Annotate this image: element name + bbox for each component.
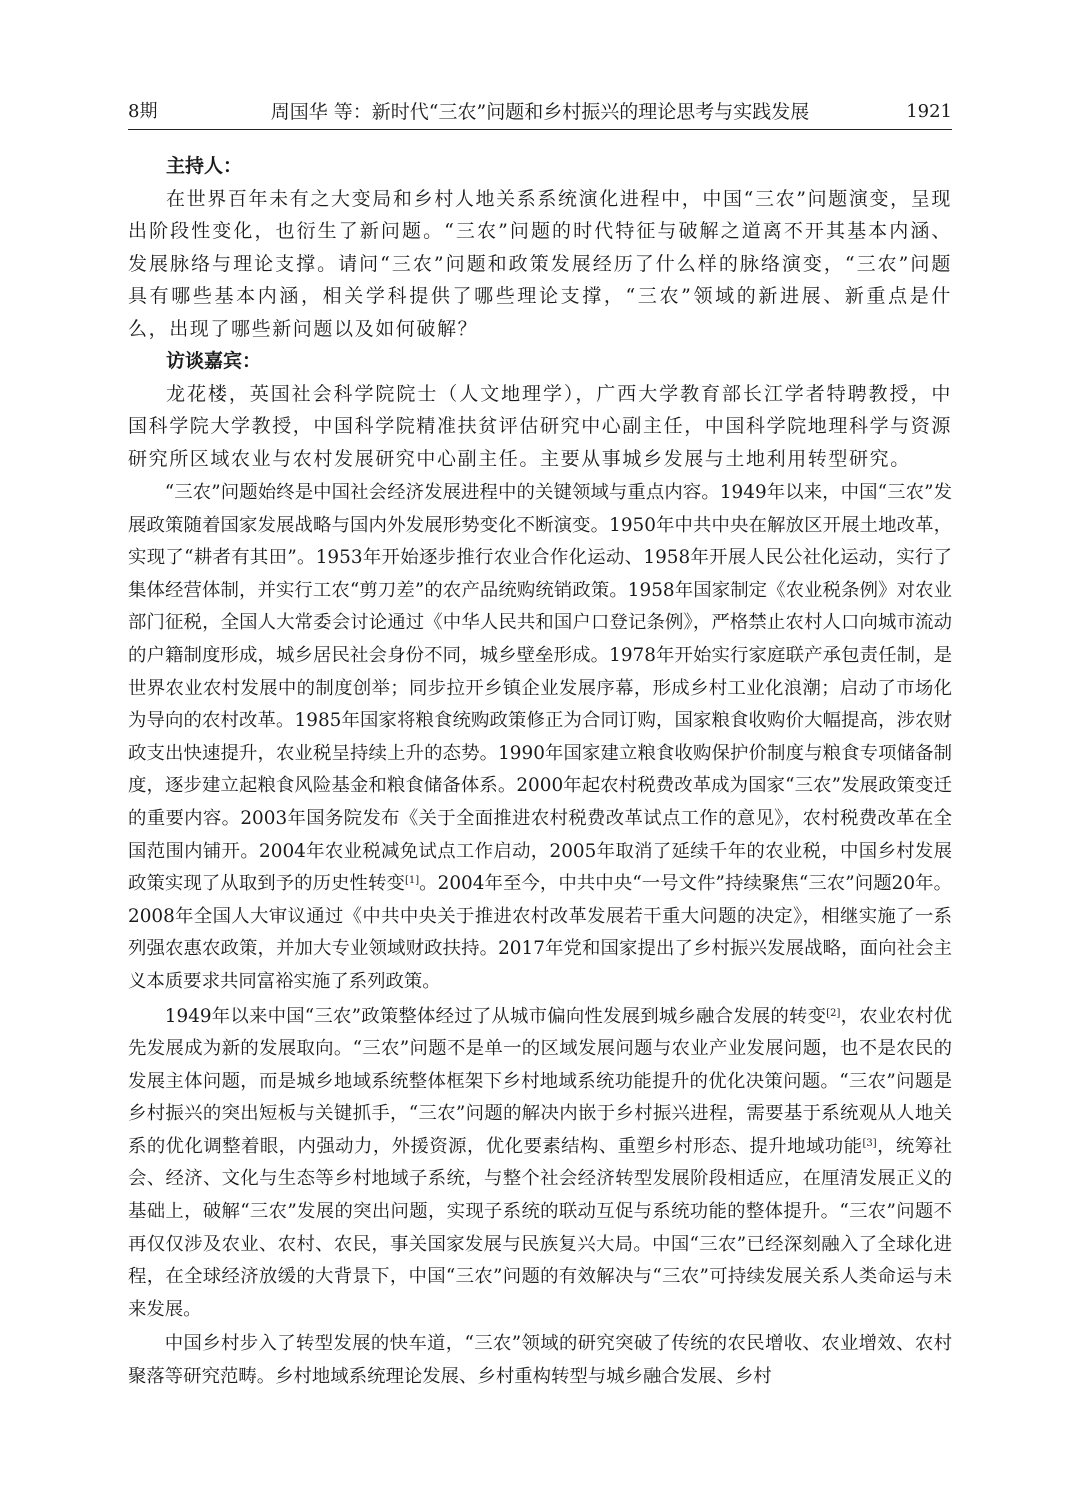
running-header — [128, 96, 952, 130]
host-label: 主持人： — [166, 155, 243, 177]
paragraph-policy-shift — [128, 1001, 952, 1327]
paragraph-text: 1949年以来中国“三农”政策整体经过了从城市偏向性发展到城乡融合发展的转变 — [164, 1005, 827, 1027]
paragraph-policy-history — [128, 477, 952, 999]
citation-1[interactable]: [1] — [404, 875, 420, 887]
paragraph-text: ，农业农村优先发展成为新的发展取向。“三农”问题不是单一的区域发展问题与农业产业发展问题，也不是农民的发展主体问题，而是城乡地域系统整体框架下乡村地域系统功能提升的优化决策问题。“三农”问题是乡村振兴的突出短板与关键抓手，“三农”问题的解决内嵌于乡村振兴进程，需要基于系统观从人地关系的优化调整着眼，内强动力，外援资源，优化要素结构、重塑乡村形态、提升地域功能 — [128, 1005, 952, 1157]
citation-2[interactable]: [2] — [826, 1007, 841, 1019]
issue-number: 8期 — [128, 101, 158, 122]
guest-label: 访谈嘉宾： — [166, 350, 262, 372]
host-question: 在世界百年未有之大变局和乡村人地关系系统演化进程中，中国“三农”问题演变，呈现出阶段性变化，也衍生了新问题。“三农”问题的时代特征与破解之道离不开其基本内涵、发展脉络与理论支撑。请问“三农”问题和政策发展经历了什么样的脉络演变，“三农”问题具有哪些基本内涵，相关学科提供了哪些理论支撑，“三农”领域的新进展、新重点是什么，出现了哪些新问题以及如何破解？ — [128, 187, 952, 340]
citation-3[interactable]: [3] — [862, 1137, 877, 1149]
article-body — [128, 150, 952, 1394]
paragraph-research-progress: 中国乡村步入了转型发展的快车道，“三农”领域的研究突破了传统的农民增收、农业增效、农村聚落等研究范畴。乡村地域系统理论发展、乡村重构转型与城乡融合发展、乡村 — [128, 1333, 952, 1388]
page-number: 1921 — [906, 101, 952, 122]
guest-intro: 龙花楼，英国社会科学院院士（人文地理学），广西大学教育部长江学者特聘教授，中国科学院大学教授，中国科学院精准扶贫评估研究中心副主任，中国科学院地理科学与资源研究所区域农业与农村发展研究中心副主任。主要从事城乡发展与土地利用转型研究。 — [128, 382, 953, 470]
running-title: 周国华 等：新时代“三农”问题和乡村振兴的理论思考与实践发展 — [270, 101, 810, 123]
paragraph-text: “三农”问题始终是中国社会经济发展进程中的关键领域与重点内容。1949年以来，中国“三农”发展政策随着国家发展战略与国内外发展形势变化不断演变。1950年中共中央在解放区开展土地改革，实现了“耕者有其田”。1953年开始逐步推行农业合作化运动、1958年开展人民公社化运动，实行了集体经营体制，并实行工农“剪刀差”的农产品统购统销政策。1958年国家制定《农业税条例》对农业部门征税，全国人大常委会讨论通过《中华人民共和国户口登记条例》，严格禁止农村人口向城市流动的户籍制度形成，城乡居民社会身份不同，城乡壁垒形成。1978年开始实行家庭联产承包责任制，是世界农业农村发展中的制度创举；同步拉开乡镇企业发展序幕，形成乡村工业化浪潮；启动了市场化为导向的农村改革。1985年国家将粮食统购政策修正为合同订购，国家粮食收购价大幅提高，涉农财政支出快速提升，农业税呈持续上升的态势。1990年国家建立粮食收购保护价制度与粮食专项储备制度，逐步建立起粮食风险基金和粮食储备体系。2000年起农村税费改革成为国家“三农”发展政策变迁的重要内容。2003年国务院发布《关于全面推进农村税费改革试点工作的意见》，农村税费改革在全国范围内铺开。2004年农业税减免试点工作启动，2005年取消了延续千年的农业税，中国乡村发展政策实现了从取到予的历史性转变 — [128, 482, 952, 895]
paragraph-text: ，统筹社会、经济、文化与生态等乡村地域子系统，与整个社会经济转型发展阶段相适应，在厘清发展正义的基础上，破解“三农”发展的突出问题，实现子系统的联动互促与系统功能的整体提升。“三农”问题不再仅仅涉及农业、农村、农民，事关国家发展与民族复兴大局。中国“三农”已经深刻融入了全球化进程，在全球经济放缓的大背景下，中国“三农”问题的有效解决与“三农”可持续发展关系人类命运与未来发展。 — [128, 1135, 952, 1320]
paragraph-text: 。2004年至今，中共中央“一号文件”持续聚焦“三农”问题20年。2008年全国人大审议通过《中共中央关于推进农村改革发展若干重大问题的决定》，相继实施了一系列强农惠农政策，并加大专业领域财政扶持。2017年党和国家提出了乡村振兴发展战略，面向社会主义本质要求共同富裕实施了系列政策。 — [128, 873, 952, 992]
